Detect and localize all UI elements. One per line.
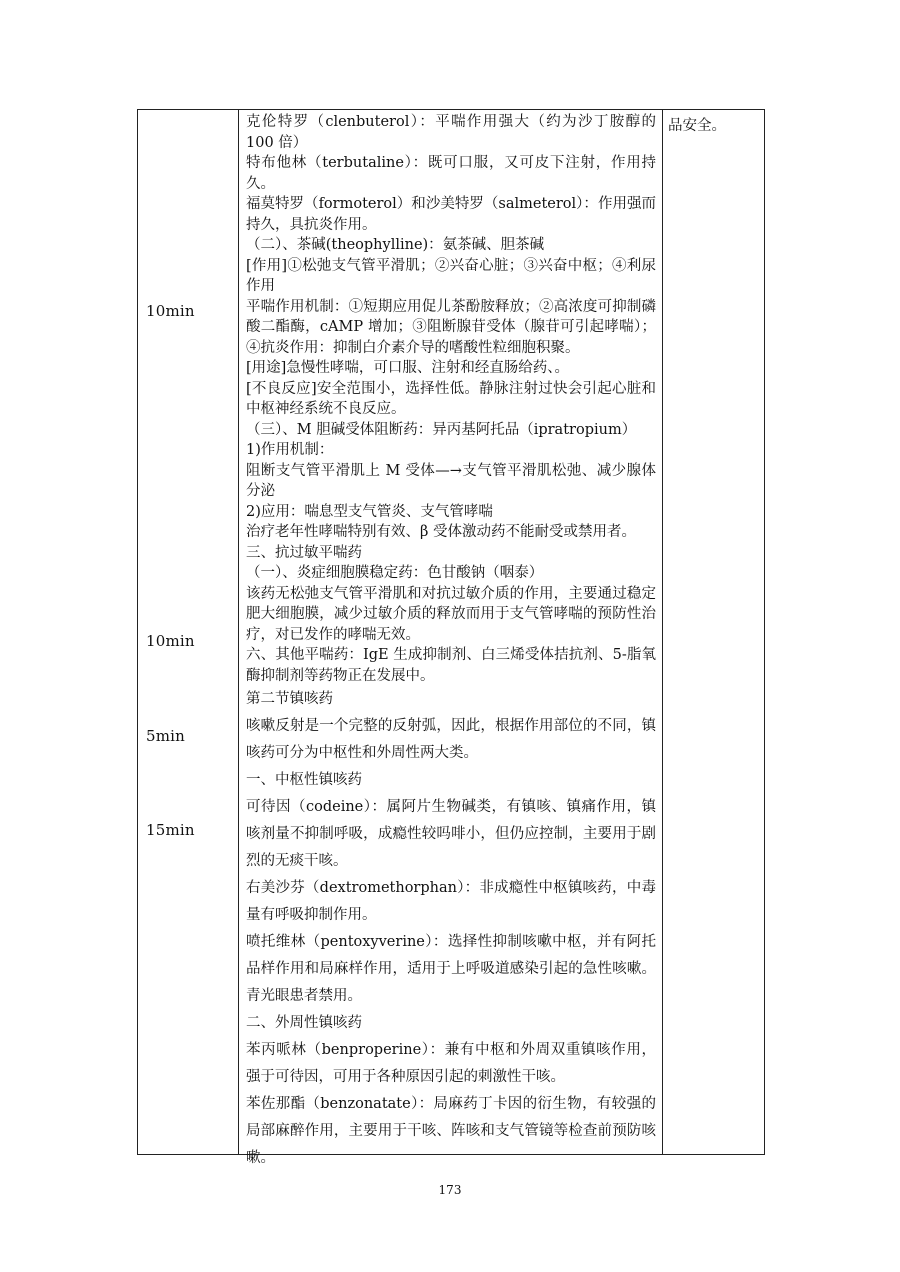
content-paragraph: 特布他林（terbutaline）：既可口服，又可皮下注射，作用持久。 <box>246 155 656 192</box>
content-paragraph: （二）、茶碱(theophylline)：氨茶碱、胆茶碱 <box>246 237 545 253</box>
content-paragraph: 喷托维林（pentoxyverine）：选择性抑制咳嗽中枢，并有阿托品样作用和局麻样作用，适用于上呼吸道感染引起的急性咳嗽。青光眼患者禁用。 <box>246 934 656 1004</box>
content-paragraph: （三）、M 胆碱受体阻断药：异丙基阿托品（ipratropium） <box>246 421 637 438</box>
content-paragraph: 1)作用机制： <box>246 442 334 458</box>
content-paragraph: [作用]①松弛支气管平滑肌；②兴奋心脏；③兴奋中枢；④利尿作用 <box>246 257 656 294</box>
notes-text: 品安全。 <box>668 118 726 134</box>
content-paragraph: （一）、炎症细胞膜稳定药：色甘酸钠（咽泰） <box>246 565 544 581</box>
content-paragraph: [用途]急慢性哮喘，可口服、注射和经直肠给药、。 <box>246 360 570 376</box>
lesson-table <box>137 109 765 1166</box>
content-paragraph: 一、中枢性镇咳药 <box>246 772 362 788</box>
column-divider <box>662 110 663 1154</box>
time-label: 5min <box>146 727 186 745</box>
column-divider <box>238 110 239 1154</box>
content-paragraph: 福莫特罗（formoterol）和沙美特罗（salmeterol）：作用强而持久，具抗炎作用。 <box>246 196 656 233</box>
time-label: 10min <box>146 302 195 320</box>
content-paragraph: 三、抗过敏平喘药 <box>246 544 362 561</box>
content-paragraph: 二、外周性镇咳药 <box>246 1015 362 1031</box>
content-paragraph: 右美沙芬（dextromethorphan）：非成瘾性中枢镇咳药，中毒量有呼吸抑制作用。 <box>246 880 656 923</box>
content-paragraph: 平喘作用机制：①短期应用促儿茶酚胺释放；②高浓度可抑制磷酸二酯酶，cAMP 增加；③阻断腺苷受体（腺苷可引起哮喘）；④抗炎作用：抑制白介素介导的嗜酸性粒细胞积聚。 <box>246 298 656 356</box>
time-label: 15min <box>146 821 195 839</box>
content-paragraph: 2)应用：喘息型支气管炎、支气管哮喘 <box>246 503 493 520</box>
page-number: 173 <box>438 1183 462 1197</box>
content-paragraph: 阻断支气管平滑肌上 M 受体—→支气管平滑肌松弛、减少腺体分泌 <box>246 462 656 499</box>
content-paragraph: 苯佐那酯（benzonatate）：局麻药丁卡因的衍生物，有较强的局部麻醉作用，主要用于干咳、阵咳和支气管镜等检查前预防咳嗽。 <box>246 1096 656 1166</box>
lesson-content <box>246 112 656 1172</box>
content-paragraph: 治疗老年性哮喘特别有效、β 受体激动药不能耐受或禁用者。 <box>246 524 636 540</box>
content-paragraph: 苯丙哌林（benproperine）：兼有中枢和外周双重镇咳作用，强于可待因，可用于各种原因引起的刺激性干咳。 <box>246 1042 656 1085</box>
content-paragraph: 该药无松弛支气管平滑肌和对抗过敏介质的作用，主要通过稳定肥大细胞膜，减少过敏介质的释放而用于支气管哮喘的预防性治疗，对已发作的哮喘无效。 <box>246 585 656 643</box>
content-paragraph: 克伦特罗（clenbuterol）：平喘作用强大（约为沙丁胺醇的 100 倍） <box>246 114 656 151</box>
content-paragraph: 第二节镇咳药 <box>246 691 333 707</box>
content-paragraph: 六、其他平喘药：IgE 生成抑制剂、白三烯受体拮抗剂、5-脂氧酶抑制剂等药物正在发展中。 <box>246 647 656 684</box>
content-paragraph: [不良反应]安全范围小，选择性低。静脉注射过快会引起心脏和中枢神经系统不良反应。 <box>246 380 656 417</box>
time-label: 10min <box>146 632 195 650</box>
content-paragraph: 咳嗽反射是一个完整的反射弧，因此，根据作用部位的不同，镇咳药可分为中枢性和外周性两大类。 <box>246 718 656 761</box>
content-paragraph: 可待因（codeine）：属阿片生物碱类，有镇咳、镇痛作用，镇咳剂量不抑制呼吸，成瘾性较吗啡小，但仍应控制，主要用于剧烈的无痰干咳。 <box>246 799 656 869</box>
